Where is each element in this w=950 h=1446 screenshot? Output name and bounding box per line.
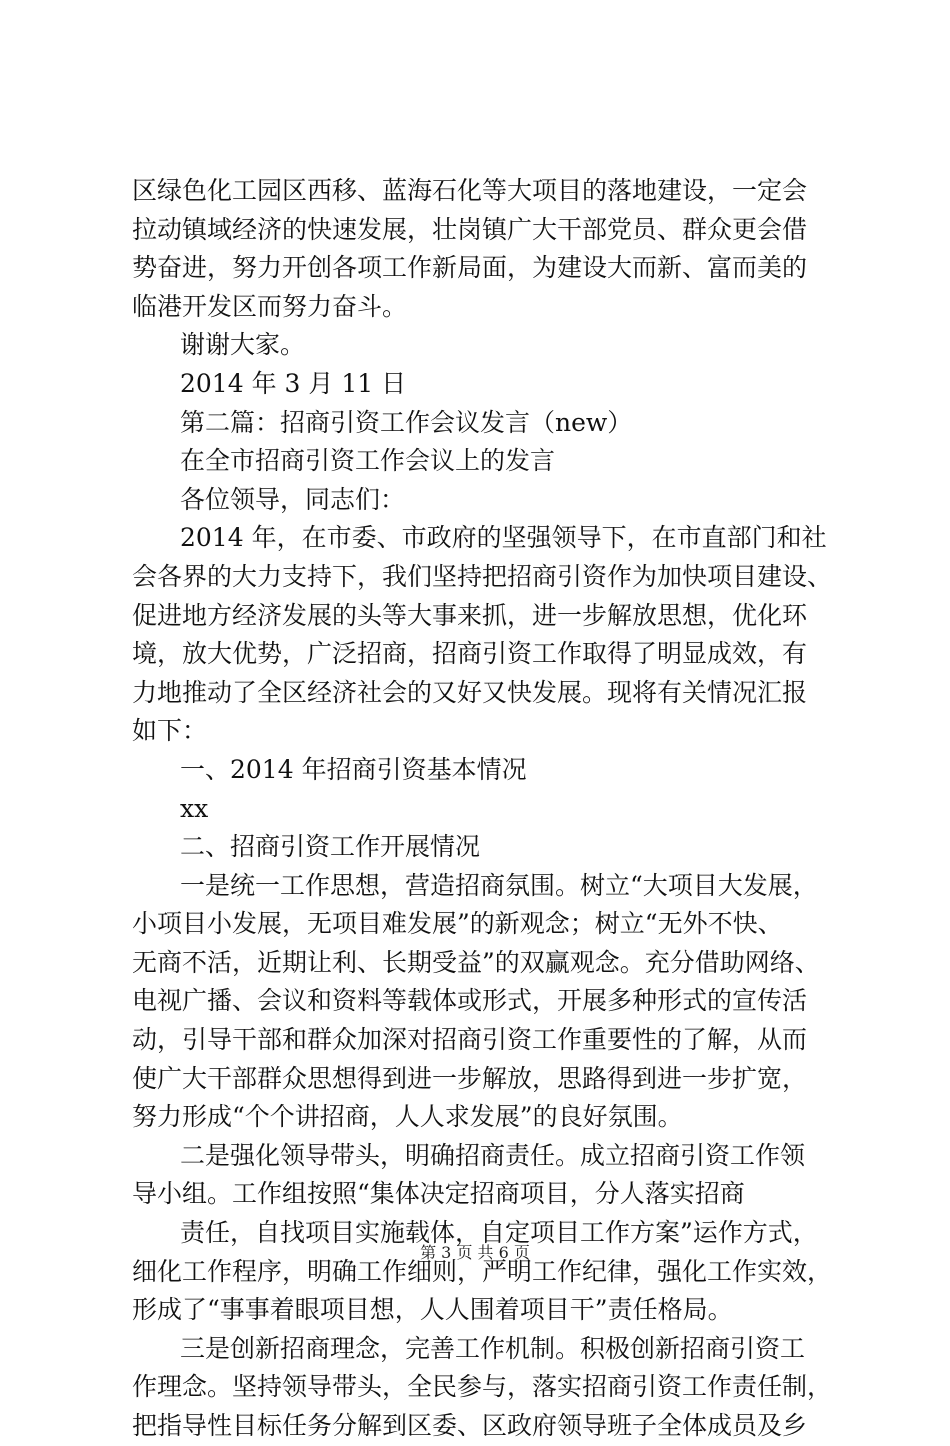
text-line: 2014 年 3 月 11 日 — [180, 368, 407, 398]
text-line: 临港开发区而努力奋斗。 — [132, 291, 408, 321]
text-line: 小项目小发展，无项目难发展”的新观念；树立“无外不快、 — [132, 909, 783, 939]
text-line: 二是强化领导带头，明确招商责任。成立招商引资工作领 — [180, 1140, 806, 1170]
text-line: 势奋进，努力开创各项工作新局面，为建设大而新、富而美的 — [132, 253, 808, 283]
text-line: 在全市招商引资工作会议上的发言 — [180, 446, 556, 476]
text-line: 第二篇：招商引资工作会议发言（new） — [180, 407, 633, 437]
text-line: 电视广播、会议和资料等载体或形式，开展多种形式的宣传活 — [132, 986, 808, 1016]
text-line: 拉动镇域经济的快速发展，壮岗镇广大干部党员、群众更会借 — [132, 214, 808, 244]
text-line: 把指导性目标任务分解到区委、区政府领导班子全体成员及乡 — [132, 1411, 808, 1440]
text-line: 使广大干部群众思想得到进一步解放，思路得到进一步扩宽， — [132, 1063, 808, 1093]
text-line: 如下： — [132, 716, 208, 746]
text-line: 区绿色化工园区西移、蓝海石化等大项目的落地建设，一定会 — [132, 176, 808, 205]
text-line: 各位领导，同志们： — [180, 484, 406, 514]
text-line: 无商不活，近期让利、长期受益”的双赢观念。充分借助网络、 — [132, 947, 820, 977]
text-line: 2014 年，在市委、市政府的坚强领导下，在市直部门和社 — [180, 523, 827, 553]
text-line: 谢谢大家。 — [180, 330, 306, 360]
text-line: 责任，自找项目实施载体，自定项目工作方案”运作方式， — [180, 1218, 818, 1248]
text-line: 一是统一工作思想，营造招商氛围。树立“大项目大发展， — [180, 870, 818, 900]
text-line: 动，引导干部和群众加深对招商引资工作重要性的了解，从而 — [132, 1025, 808, 1055]
text-line: 作理念。坚持领导带头，全民参与，落实招商引资工作责任制， — [132, 1372, 832, 1402]
text-line: 二、招商引资工作开展情况 — [180, 832, 481, 862]
text-line: 导小组。工作组按照“集体决定招商项目，分人落实招商 — [132, 1179, 745, 1209]
text-line: 一、2014 年招商引资基本情况 — [180, 754, 527, 784]
text-line: xx — [180, 793, 209, 823]
text-line: 会各界的大力支持下，我们坚持把招商引资作为加快项目建设、 — [132, 561, 832, 591]
text-line: 力地推动了全区经济社会的又好又快发展。现将有关情况汇报 — [132, 677, 808, 707]
text-line: 促进地方经济发展的头等大事来抓，进一步解放思想，优化环 — [132, 600, 808, 630]
text-line: 形成了“事事着眼项目想，人人围着项目干”责任格局。 — [132, 1295, 733, 1325]
text-line: 细化工作程序，明确工作细则，严明工作纪律，强化工作实效， — [132, 1256, 832, 1286]
text-line: 境，放大优势，广泛招商，招商引资工作取得了明显成效，有 — [132, 639, 808, 669]
text-line: 努力形成“个个讲招商，人人求发展”的良好氛围。 — [132, 1102, 683, 1132]
page-footer: 第 3 页 共 6 页 — [420, 1243, 530, 1262]
text-line: 三是创新招商理念，完善工作机制。积极创新招商引资工 — [180, 1333, 806, 1363]
